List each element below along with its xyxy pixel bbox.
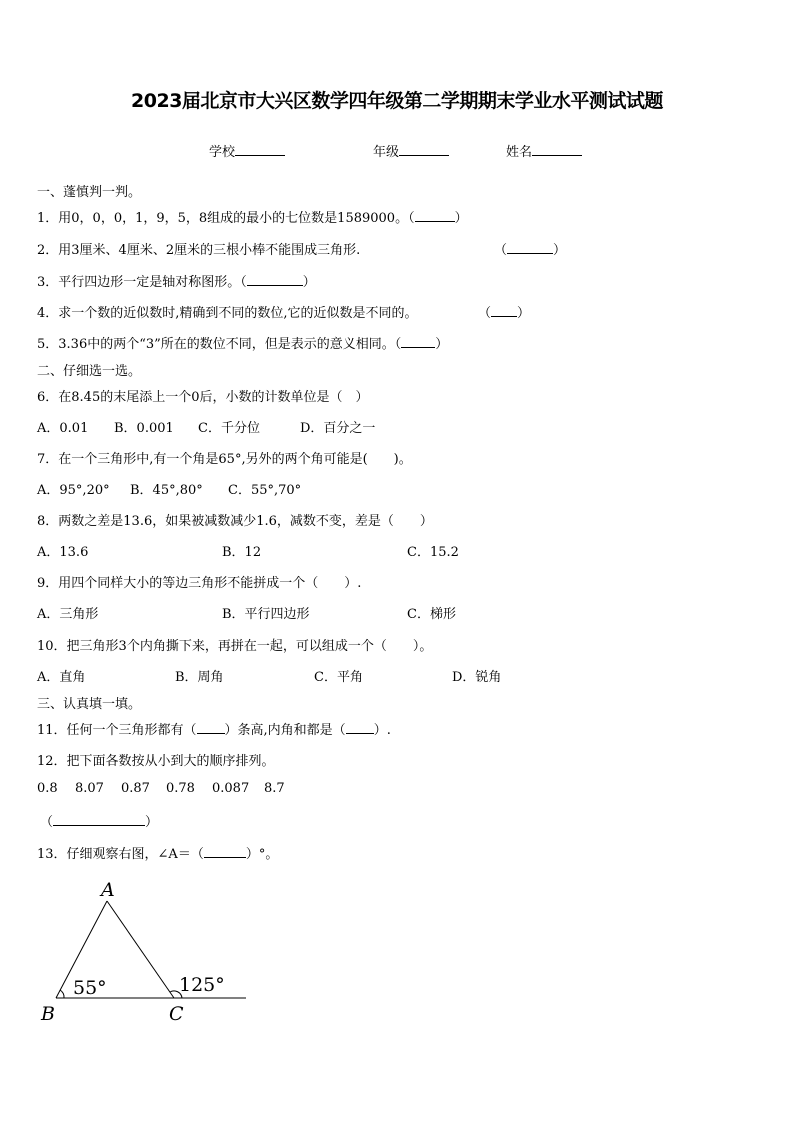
question-4: 4．求一个数的近似数时,精确到不同的数位,它的近似数是不同的。 bbox=[37, 306, 418, 321]
option-8a[interactable]: A．13.6 bbox=[37, 545, 89, 560]
triangle-figure bbox=[30, 872, 260, 1032]
question-5-close: ） bbox=[435, 337, 449, 352]
vertex-label-b: B bbox=[41, 1003, 55, 1025]
question-7: 7．在一个三角形中,有一个角是65°,另外的两个角可能是( )。 bbox=[37, 452, 412, 467]
option-10b[interactable]: B．周角 bbox=[175, 670, 224, 685]
name-label: 姓名 bbox=[506, 145, 533, 160]
answer-blank-1[interactable] bbox=[415, 209, 455, 222]
question-4-open: （ bbox=[478, 306, 492, 321]
question-2-close: ） bbox=[553, 243, 567, 258]
answer-4 bbox=[478, 302, 530, 321]
question-12: 12．把下面各数按从小到大的顺序排列。 bbox=[37, 754, 275, 769]
number-2: 8.07 bbox=[75, 781, 104, 796]
question-5 bbox=[37, 333, 448, 352]
option-10a[interactable]: A．直角 bbox=[37, 670, 86, 685]
school-label: 学校 bbox=[209, 145, 236, 160]
option-6b[interactable]: B．0.001 bbox=[114, 421, 174, 436]
question-13-close: ）°。 bbox=[245, 847, 279, 862]
question-10: 10．把三角形3个内角撕下来，再拼在一起，可以组成一个（ ）。 bbox=[37, 639, 433, 654]
answer-blank-4[interactable] bbox=[491, 304, 517, 317]
question-3 bbox=[37, 271, 316, 290]
name-field[interactable] bbox=[506, 141, 582, 160]
question-1-text: 1．用0，0，0，1，9，5，8组成的最小的七位数是1589000。（ bbox=[37, 211, 415, 226]
answer-blank-5[interactable] bbox=[401, 335, 435, 348]
question-2-open: （ bbox=[494, 243, 508, 258]
option-9c[interactable]: C．梯形 bbox=[407, 607, 456, 622]
answer-2 bbox=[494, 239, 566, 258]
question-11-text-b: ）条高,内角和都是（ bbox=[224, 723, 346, 738]
question-1-close: ） bbox=[454, 211, 468, 226]
option-7c[interactable]: C．55°,70° bbox=[228, 483, 302, 498]
answer-blank-2[interactable] bbox=[507, 241, 553, 254]
number-6: 8.7 bbox=[264, 781, 285, 796]
question-13 bbox=[37, 843, 278, 862]
answer-blank-11a[interactable] bbox=[197, 721, 225, 734]
grade-field[interactable] bbox=[373, 141, 449, 160]
option-6d[interactable]: D．百分之一 bbox=[300, 421, 376, 436]
number-4: 0.78 bbox=[166, 781, 195, 796]
option-10c[interactable]: C．平角 bbox=[314, 670, 363, 685]
number-1: 0.8 bbox=[37, 781, 58, 796]
question-12-close: ） bbox=[145, 815, 159, 830]
side-ac bbox=[107, 901, 174, 998]
name-blank[interactable] bbox=[532, 143, 582, 156]
option-8c[interactable]: C．15.2 bbox=[407, 545, 459, 560]
answer-blank-3[interactable] bbox=[247, 273, 303, 286]
question-3-text: 3．平行四边形一定是轴对称图形。（ bbox=[37, 275, 247, 290]
vertex-label-a: A bbox=[101, 879, 115, 901]
question-1 bbox=[37, 207, 468, 226]
section-heading-2: 二、仔细选一选。 bbox=[37, 364, 142, 379]
question-9: 9．用四个同样大小的等边三角形不能拼成一个（ ）. bbox=[37, 576, 362, 591]
angle-c-label: 125° bbox=[179, 974, 225, 996]
option-9b[interactable]: B．平行四边形 bbox=[222, 607, 310, 622]
number-5: 0.087 bbox=[212, 781, 250, 796]
grade-blank[interactable] bbox=[399, 143, 449, 156]
question-11 bbox=[37, 719, 391, 738]
vertex-label-c: C bbox=[169, 1003, 184, 1025]
school-blank[interactable] bbox=[235, 143, 285, 156]
option-8b[interactable]: B．12 bbox=[222, 545, 262, 560]
option-6a[interactable]: A．0.01 bbox=[37, 421, 89, 436]
question-4-close: ） bbox=[517, 306, 531, 321]
section-heading-1: 一、蓬慎判一判。 bbox=[37, 185, 142, 200]
option-7b[interactable]: B．45°,80° bbox=[130, 483, 203, 498]
question-5-text: 5．3.36中的两个“3”所在的数位不同，但是表示的意义相同。（ bbox=[37, 337, 402, 352]
school-field[interactable] bbox=[209, 141, 285, 160]
option-9a[interactable]: A．三角形 bbox=[37, 607, 99, 622]
option-6c[interactable]: C．千分位 bbox=[198, 421, 260, 436]
section-heading-3: 三、认真填一填。 bbox=[37, 697, 142, 712]
angle-b-arc bbox=[60, 990, 64, 998]
question-11-close: ）. bbox=[373, 723, 391, 738]
question-6: 6．在8.45的末尾添上一个0后，小数的计数单位是（ ） bbox=[37, 390, 369, 405]
question-11-text-a: 11．任何一个三角形都有（ bbox=[37, 723, 197, 738]
angle-b-label: 55° bbox=[73, 977, 107, 999]
number-3: 0.87 bbox=[121, 781, 150, 796]
answer-blank-12[interactable] bbox=[53, 813, 145, 826]
question-2: 2．用3厘米、4厘米、2厘米的三根小棒不能围成三角形. bbox=[37, 243, 361, 258]
page-title: 2023届北京市大兴区数学四年级第二学期期末学业水平测试试题 bbox=[131, 90, 663, 112]
answer-12 bbox=[40, 811, 158, 830]
grade-label: 年级 bbox=[373, 145, 400, 160]
answer-blank-13[interactable] bbox=[204, 845, 246, 858]
question-13-text: 13．仔细观察右图，∠A＝（ bbox=[37, 847, 204, 862]
answer-blank-11b[interactable] bbox=[346, 721, 374, 734]
question-8: 8．两数之差是13.6，如果被减数减少1.6，减数不变，差是（ ） bbox=[37, 514, 433, 529]
option-10d[interactable]: D．锐角 bbox=[452, 670, 502, 685]
option-7a[interactable]: A．95°,20° bbox=[37, 483, 110, 498]
question-3-close: ） bbox=[302, 275, 316, 290]
question-12-open: （ bbox=[40, 815, 54, 830]
